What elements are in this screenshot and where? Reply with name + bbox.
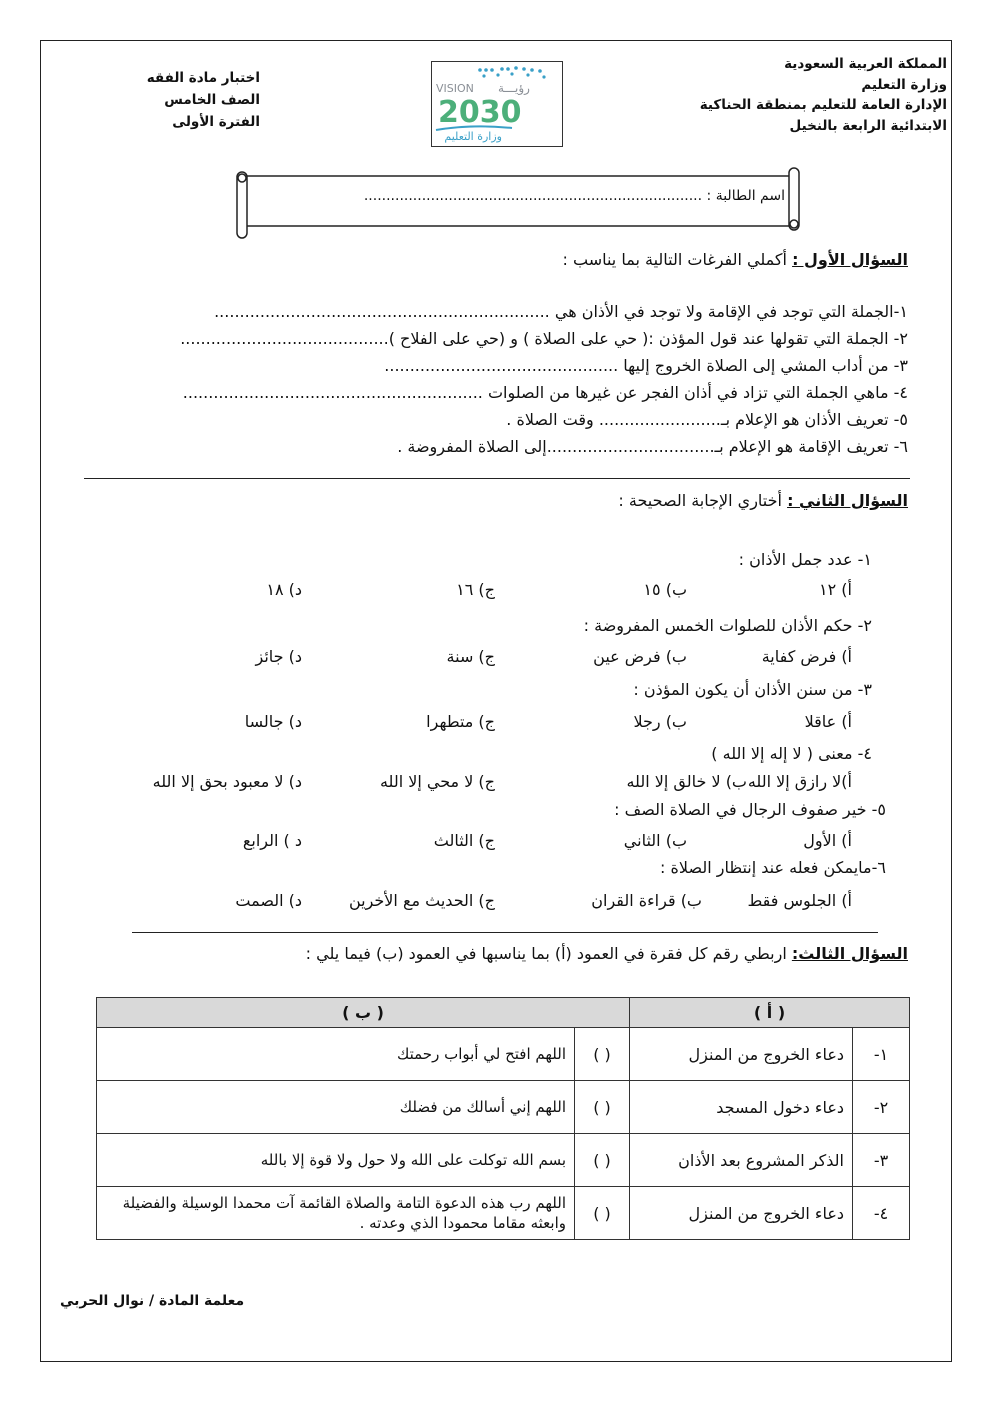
table-header-row <box>97 998 910 1028</box>
header-line: الابتدائية الرابعة بالنخيل <box>789 117 947 134</box>
exam-info <box>90 67 260 133</box>
option-a[interactable]: أ) ١٢ <box>819 580 852 599</box>
col-b-item: اللهم افتح لي أبواب رحمتك <box>97 1028 575 1081</box>
option-a[interactable]: أ) فرض كفاية <box>761 647 852 666</box>
row-number: ٣- <box>853 1134 910 1187</box>
q1-item: ٥- تعريف الأذان هو الإعلام بـ........................ وقت الصلاة . <box>506 410 908 429</box>
table-row <box>97 1134 910 1187</box>
answer-blank[interactable]: ( ) <box>575 1081 630 1134</box>
option-d[interactable]: د) جائز <box>255 647 302 666</box>
col-a-item: دعاء الخروج من المنزل <box>630 1187 853 1240</box>
q2-title: السؤال الثاني : <box>787 491 908 510</box>
q2-question: ٤- معنى ( لا إله إلا الله ) <box>711 744 872 763</box>
col-b-item: اللهم إني أسالك من فضلك <box>97 1081 575 1134</box>
option-d[interactable]: د) جالسا <box>244 712 302 731</box>
q2-question: ٦-مايمكن فعله عند إنتظار الصلاة : <box>660 858 886 877</box>
option-a[interactable]: أ) الأول <box>803 831 852 850</box>
row-number: ١- <box>853 1028 910 1081</box>
scroll-frame <box>233 166 805 244</box>
option-b[interactable]: ب) ١٥ <box>643 580 687 599</box>
option-c[interactable]: ج) ١٦ <box>456 580 495 599</box>
student-name-dots: ............................................................................ <box>363 188 703 204</box>
option-a[interactable]: أ) عاقلا <box>804 712 852 731</box>
col-b-item: بسم الله توكلت على الله ولا حول ولا قوة إلا بالله <box>97 1134 575 1187</box>
q2-question: ١- عدد جمل الأذان : <box>738 550 872 569</box>
q1-item: ٦- تعريف الإقامة هو الإعلام بـ.................................إلى الصلاة المفروضة . <box>397 437 908 456</box>
q2-instruction: أختاري الإجابة الصحيحة : <box>618 491 782 510</box>
q2-question: ٥- خير صفوف الرجال في الصلاة الصف : <box>614 800 886 819</box>
col-a-item: دعاء الخروج من المنزل <box>630 1028 853 1081</box>
q2-heading <box>618 491 908 510</box>
logo-ministry: وزارة التعليم <box>444 130 502 143</box>
q1-item: ٢- الجملة التي تقولها عند قول المؤذن :( حي على الصلاة ) و (حي على الفلاح )......................................... <box>180 329 908 348</box>
q3-instruction: اربطي رقم كل فقرة في العمود (أ) بما يناسبها في العمود (ب) فيما يلي : <box>305 944 787 963</box>
option-c[interactable]: ج) سنة <box>446 647 495 666</box>
option-c[interactable]: ج) الثالث <box>433 831 495 850</box>
logo-vision-text: VISION <box>436 82 474 95</box>
option-d[interactable]: د) لا معبود بحق إلا الله <box>152 772 302 791</box>
table-row <box>97 1081 910 1134</box>
option-d[interactable]: د ) الرابع <box>242 831 302 850</box>
q1-instruction: أكملي الفرغات التالية بما يناسب : <box>562 250 787 269</box>
col-b-item: اللهم رب هذه الدعوة التامة والصلاة القائمة آت محمدا الوسيلة والفضيلة وابعثه مقاما محمودا الذي وعدته . <box>97 1187 575 1240</box>
option-b[interactable]: ب) الثاني <box>623 831 687 850</box>
q1-item: ٣- من أداب المشي إلى الصلاة الخروج إليها .............................................. <box>384 356 908 375</box>
header-line: وزارة التعليم <box>861 76 947 93</box>
student-name-box <box>233 166 805 244</box>
divider <box>132 932 878 933</box>
q1-title: السؤال الأول : <box>792 250 908 269</box>
q1-item: ٤- ماهي الجملة التي تزاد في أذان الفجر عن غيرها من الصلوات ........................................................... <box>182 383 908 402</box>
q2-question: ٢- حكم الأذان للصلوات الخمس المفروضة : <box>583 616 872 635</box>
option-c[interactable]: ج) لا محي إلا الله <box>379 772 495 791</box>
q3-heading <box>306 944 908 963</box>
logo-year: 2030 <box>438 95 522 130</box>
divider <box>84 478 910 479</box>
col-a-item: الذكر المشروع بعد الأذان <box>630 1134 853 1187</box>
exam-subject: اختبار مادة الفقه <box>146 70 260 86</box>
q1-heading <box>563 250 909 269</box>
option-b[interactable]: ب) قراءة القران <box>591 891 702 910</box>
option-b[interactable]: ب) فرض عين <box>593 647 687 666</box>
table-row <box>97 1028 910 1081</box>
student-name-field[interactable] <box>364 188 785 204</box>
answer-blank[interactable]: ( ) <box>575 1028 630 1081</box>
logo-graphic <box>432 62 562 146</box>
teacher-signature: معلمة المادة / نوال الحربي <box>60 1293 245 1309</box>
header-line: المملكة العربية السعودية <box>784 56 947 72</box>
col-b-header: ( ب ) <box>97 998 630 1028</box>
option-a[interactable]: أ) الجلوس فقط <box>747 891 852 910</box>
option-b[interactable]: ب) لا خالق إلا الله <box>626 772 747 791</box>
vision-2030-logo <box>431 61 563 147</box>
school-header <box>587 54 947 136</box>
option-d[interactable]: د) ١٨ <box>266 580 302 599</box>
col-a-header: ( أ ) <box>630 998 910 1028</box>
student-name-label: اسم الطالبة : <box>706 188 785 204</box>
logo-vision-ar: رؤيـــة <box>498 81 530 95</box>
answer-blank[interactable]: ( ) <box>575 1187 630 1240</box>
option-c[interactable]: ج) الحديث مع الأخرين <box>348 891 495 910</box>
exam-grade: الصف الخامس <box>164 92 260 108</box>
q1-item: ١-الجملة التي توجد في الإقامة ولا توجد في الأذان هي .................................................................. <box>214 302 908 321</box>
exam-term: الفترة الأولى <box>172 114 260 130</box>
q3-title: السؤال الثالث: <box>791 944 908 963</box>
col-a-item: دعاء دخول المسجد <box>630 1081 853 1134</box>
option-a[interactable]: أ)لا رازق إلا الله <box>747 772 852 791</box>
option-b[interactable]: ب) رجلا <box>633 712 687 731</box>
q2-question: ٣- من سنن الأذان أن يكون المؤذن : <box>633 680 872 699</box>
row-number: ٢- <box>853 1081 910 1134</box>
option-d[interactable]: د) الصمت <box>235 891 302 910</box>
matching-table <box>96 997 910 1240</box>
table-row <box>97 1187 910 1240</box>
option-c[interactable]: ج) متطهرا <box>426 712 495 731</box>
answer-blank[interactable]: ( ) <box>575 1134 630 1187</box>
row-number: ٤- <box>853 1187 910 1240</box>
header-line: الإدارة العامة للتعليم بمنطقة الحناكية <box>699 97 947 113</box>
